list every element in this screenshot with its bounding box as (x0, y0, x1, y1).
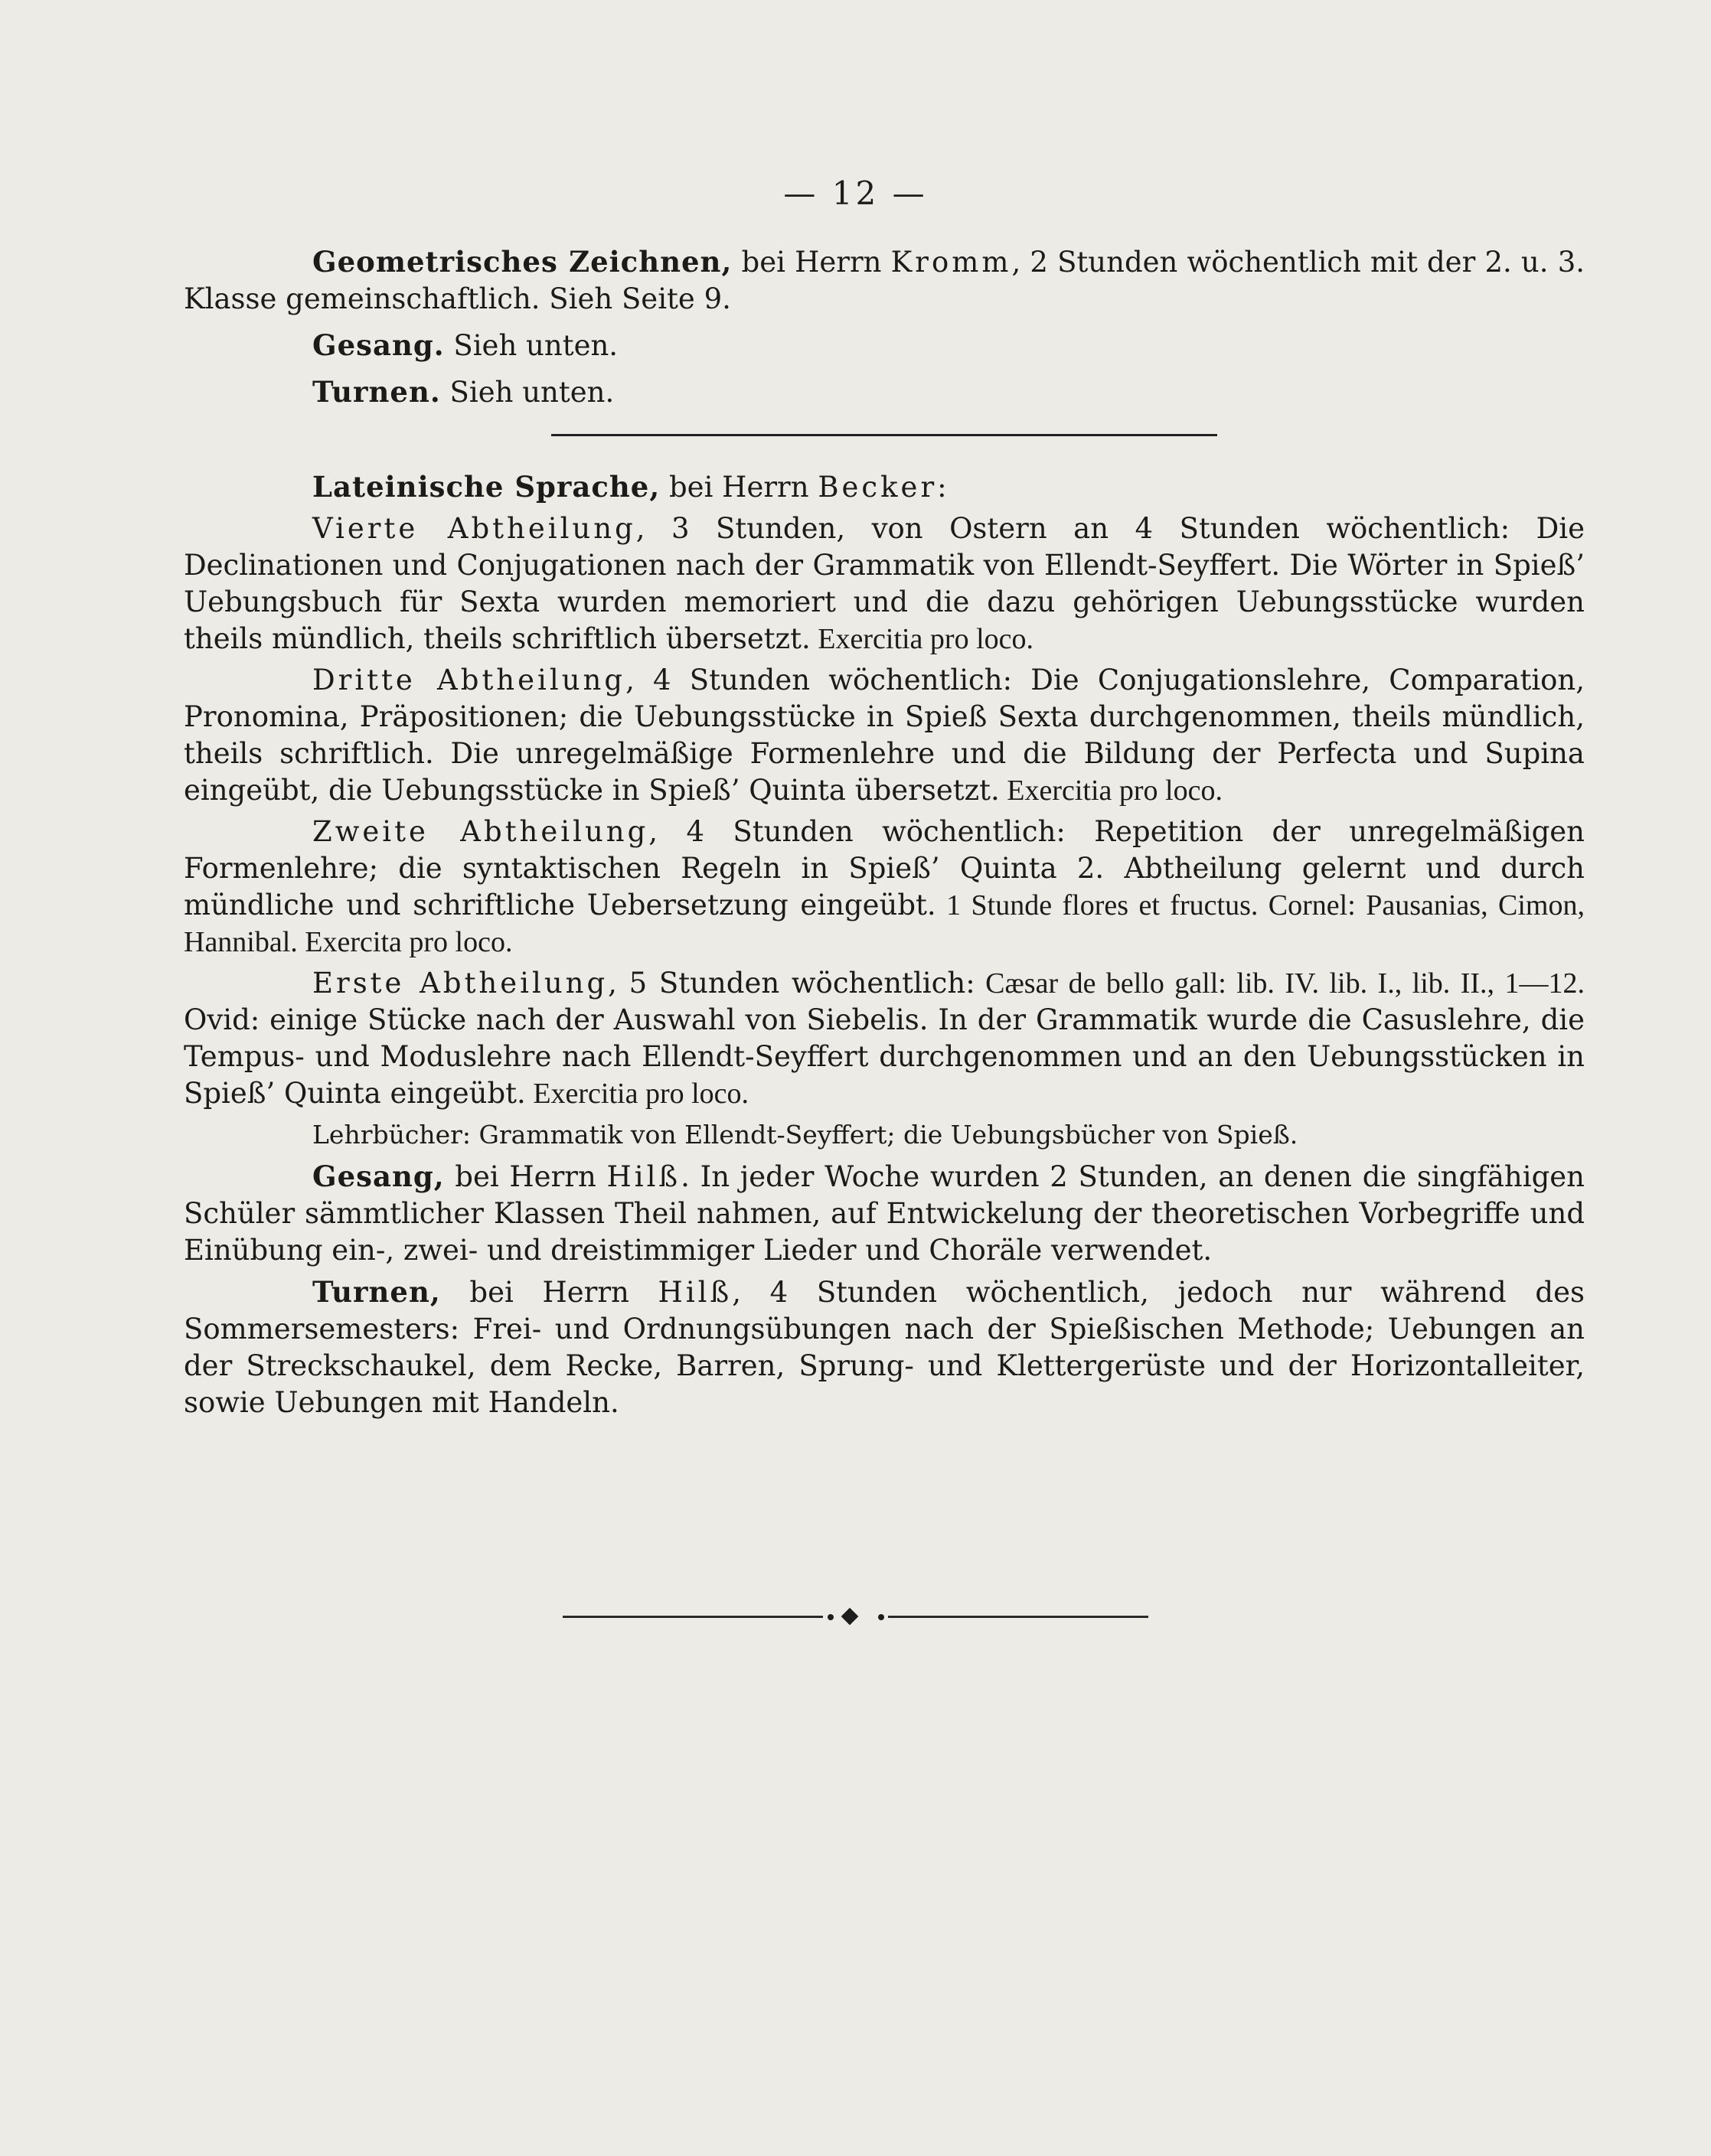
geometric-drawing-heading: Geometrisches Zeichnen, (312, 245, 733, 279)
fourth-division-label: Vierte Abtheilung (312, 512, 636, 545)
singing-reference-heading: Gesang. (312, 328, 445, 362)
gymnastics-teacher: Hilß (658, 1276, 733, 1309)
ornament-dot-left (828, 1614, 834, 1620)
second-division-latin: 1 Stunde flores et fructus. Cornel: Pausanias, Cimon, Hannibal. Exercita pro loco. (184, 889, 1585, 958)
first-division-latin-2: Exercitia pro loco. (525, 1078, 749, 1110)
end-ornament (563, 1610, 1148, 1625)
latin-fourth-division (184, 510, 1585, 657)
singing-reference-text: Sieh unten. (444, 329, 619, 362)
latin-heading-line (184, 468, 1585, 506)
third-division-label: Dritte Abtheilung (312, 664, 626, 696)
singing-paragraph (184, 1158, 1585, 1269)
singing-text: . In jeder Woche wurden 2 Stunden, an denen die singfähigen Schüler sämmtlicher Klassen Theil nahmen, auf Entwickelung der theoretischen Vorbegriffe und Einübung ein-, zwei- und dreistimmiger Lieder und Choräle verwendet. (184, 1160, 1585, 1267)
gymnastics-reference-heading: Turnen. (312, 375, 441, 409)
first-division-text-2: Ovid: einige Stücke nach der Auswahl von Siebelis. In der Grammatik wurde die Casuslehre, die Tempus- und Moduslehre nach Ellendt-Seyffert durchgenommen und an den Uebungsstücken in Spieß’ Quinta eingeübt. (184, 1003, 1585, 1110)
singing-heading: Gesang, (312, 1160, 445, 1193)
ornament-diamond (841, 1608, 859, 1626)
geometric-drawing-pre: bei Herrn (732, 246, 891, 279)
latin-first-division (184, 965, 1585, 1112)
gymnastics-heading: Turnen, (312, 1275, 441, 1309)
ornament-dot-right (878, 1614, 884, 1620)
latin-heading: Lateinische Sprache, (312, 470, 661, 504)
first-division-latin: Cæsar de bello gall: lib. IV. lib. I., lib. II., 1—12. (975, 967, 1585, 1000)
second-division-label: Zweite Abtheilung (312, 815, 649, 848)
fourth-division-text: , 3 Stunden, von Ostern an 4 Stunden wöchentlich: Die Declinationen und Conjugationen nach der Grammatik von Ellendt-Seyffert. Die Wörter in Spieß’ Uebungsbuch für Sexta wurden memoriert und die dazu gehörigen Uebungsstücke wurden theils mündlich, theils schriftlich übersetzt. (184, 512, 1585, 655)
latin-textbooks: Lehrbücher: Grammatik von Ellendt-Seyffert; die Uebungsbücher von Spieß. (312, 1120, 1298, 1150)
ornament-line-left (563, 1616, 823, 1618)
singing-pre: bei Herrn (444, 1160, 607, 1193)
section-divider (551, 434, 1217, 436)
third-division-text: , 4 Stunden wöchentlich: Die Conjugationslehre, Comparation, Pronomina, Präpositionen; die Uebungsstücke in Spieß Sexta durchgenommen, theils mündlich, theils schriftlich. Die unregelmäßige Formenlehre und die Bildung der Perfecta und Supina eingeübt, die Uebungsstücke in Spieß’ Quinta übersetzt. (184, 664, 1585, 807)
geometric-drawing-paragraph (184, 243, 1585, 318)
page-number: — 12 — (783, 175, 928, 212)
latin-second-division (184, 814, 1585, 961)
ornament-line-right (888, 1616, 1148, 1618)
latin-teacher: Becker (818, 471, 938, 504)
geometric-drawing-text: , 2 Stunden wöchentlich mit der 2. u. 3. Klasse gemeinschaftlich. Sieh Seite 9. (184, 246, 1585, 315)
singing-reference (184, 327, 1585, 364)
first-division-label: Erste Abtheilung (312, 967, 609, 1000)
geometric-drawing-teacher: Kromm (890, 246, 1012, 279)
latin-pre: bei Herrn (660, 471, 818, 504)
gymnastics-reference-text: Sieh unten. (440, 376, 615, 409)
latin-post: : (937, 471, 947, 504)
first-division-text: , 5 Stunden wöchentlich: (608, 967, 975, 1000)
fourth-division-latin: Exercitia pro loco. (810, 623, 1033, 655)
gymnastics-pre: bei Herrn (440, 1276, 658, 1309)
second-division-text: , 4 Stunden wöchentlich: Repetition der unregelmäßigen Formenlehre; die syntaktischen Regeln in Spieß’ Quinta 2. Abtheilung gelernt und durch mündliche und schriftliche Uebersetzung eingeübt. (184, 815, 1585, 921)
singing-teacher: Hilß (606, 1160, 681, 1193)
gymnastics-reference (184, 373, 1585, 411)
latin-third-division (184, 662, 1585, 809)
third-division-latin: Exercitia pro loco. (999, 775, 1223, 807)
gymnastics-paragraph (184, 1274, 1585, 1421)
gymnastics-text: , 4 Stunden wöchentlich, jedoch nur während des Sommersemesters: Frei- und Ordnungsübungen nach der Spießischen Methode; Uebungen an der Streckschaukel, dem Recke, Barren, Sprung- und Klettergerüste und der Horizontalleiter, sowie Uebungen mit Handeln. (184, 1276, 1585, 1419)
page-body (184, 243, 1585, 1426)
